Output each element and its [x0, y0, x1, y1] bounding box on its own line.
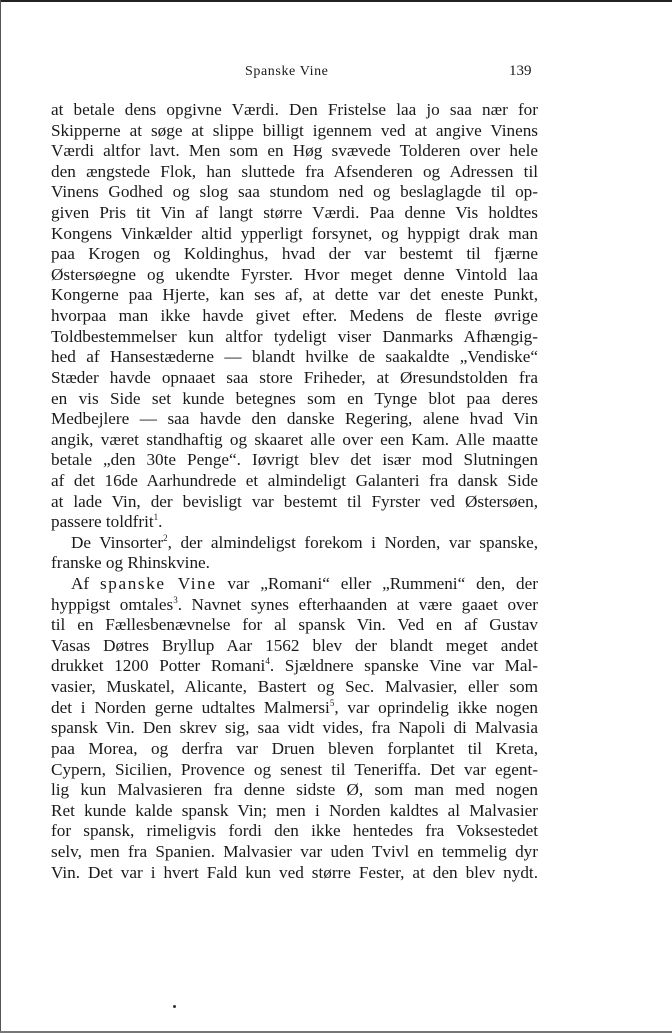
text-line — [51, 595, 538, 616]
text-line: hed af Hansestæderne — blandt hvilke de saakaldte „Vendiske“ — [51, 347, 538, 367]
text-fragment: Af — [71, 574, 100, 594]
text-line: at lade Vin, der bevisligt var bestemt til Fyrster ved Østersøen, — [51, 491, 538, 511]
text-line — [51, 512, 538, 533]
text-fragment: hyppigst omtales — [51, 594, 174, 614]
text-line: paa Krogen og Koldinghus, hvad der var bestemt til fjærne — [51, 244, 538, 264]
running-title: Spanske Vine — [245, 64, 329, 79]
text-line: den ængstede Flok, han sluttede fra Afsenderen og Adressen til — [51, 161, 538, 181]
body-text — [51, 100, 538, 883]
text-fragment: . — [158, 512, 163, 532]
text-line: af det 16de Aarhundrede et almindeligt Galanteri fra dansk Side — [51, 470, 538, 490]
text-fragment: De Vinsorter — [71, 532, 164, 552]
text-line: Kongerne paa Hjerte, kan ses af, at dette var det eneste Punkt, — [51, 285, 538, 305]
text-line: lig kun Malvasieren fra denne sidste Ø, som man med nogen — [51, 780, 538, 800]
text-line: Vin. Det var i hvert Fald kun ved større Fester, at den blev nydt. — [51, 862, 538, 882]
text-line: en vis Side set kunde betegnes som en Tynge blot paa deres — [51, 388, 538, 408]
text-line: at betale dens opgivne Værdi. Den Fristelse laa jo saa nær for — [51, 100, 538, 119]
text-line: Ret kunde kalde spansk Vin; men i Norden kaldtes al Malvasier — [51, 800, 538, 820]
text-line: Værdi altfor lavt. Men som en Høg svævede Tolderen over hele — [51, 141, 538, 161]
text-fragment: drukket 1200 Potter Romani — [51, 656, 266, 676]
text-line: for spansk, rimeligvis fordi den ikke hentedes fra Voksestedet — [51, 821, 538, 841]
text-line: betale „den 30te Penge“. Iøvrigt blev det især mod Slutningen — [51, 450, 538, 470]
text-line — [51, 656, 538, 677]
text-fragment: passere toldfrit — [51, 512, 154, 532]
footnote-ref-5: 5 — [329, 697, 335, 708]
text-fragment: det i Norden gerne udtaltes Malmersi — [51, 697, 330, 717]
text-line: Stæder havde opnaaet saa store Friheder, at Øresundstolden fra — [51, 367, 538, 387]
text-line: Skipperne at søge at slippe billigt igennem ved at angive Vinens — [51, 120, 538, 140]
text-line: Toldbestemmelser kun altfor tydeligt viser Danmarks Afhængig- — [51, 326, 538, 346]
text-fragment: . Sjældnere spanske Vine var Mal- — [269, 656, 538, 676]
text-line: Vinens Godhed og slog saa stundom ned og beslaglagde til op- — [51, 182, 538, 202]
text-line: Vasas Døtres Bryllup Aar 1562 blev der blandt meget andet — [51, 635, 538, 655]
text-fragment: , der almindeligst forekom i Norden, var spanske, — [167, 532, 538, 552]
stray-ink-dot — [173, 1005, 176, 1008]
footnote-ref-4: 4 — [265, 656, 270, 667]
text-line: vasier, Muskatel, Alicante, Bastert og Sec. Malvasier, eller som — [51, 677, 538, 697]
text-line: Cypern, Sicilien, Provence og senest til Teneriffa. Det var egent- — [51, 759, 538, 779]
text-line: paa Morea, og derfra var Druen bleven forplantet til Kreta, — [51, 738, 538, 758]
text-fragment: , var oprindelig ikke nogen — [334, 697, 538, 717]
text-line — [51, 698, 538, 719]
spaced-emphasis: spanske Vine — [100, 574, 217, 594]
page-top-edge — [0, 0, 672, 2]
text-fragment: var „Romani“ eller „Rummeni“ den, der — [216, 574, 538, 594]
text-line: selv, men fra Spanien. Malvasier var uden Tvivl en temmelig dyr — [51, 841, 538, 861]
text-line — [51, 533, 538, 554]
text-line: franske og Rhinskvine. — [51, 553, 210, 573]
page-left-edge — [0, 0, 1, 1033]
text-line: angik, været standhaftig og skaaret alle over een Kam. Alle maatte — [51, 429, 538, 449]
text-fragment: . Navnet synes efterhaanden at være gaaet over — [177, 594, 538, 614]
text-line: hvorpaa man ikke havde givet efter. Medens de fleste øvrige — [51, 306, 538, 326]
text-line: Kongens Vinkælder altid ypperligt forsynet, og hyppigt drak man — [51, 223, 538, 243]
footnote-ref-1: 1 — [153, 512, 159, 523]
text-line: given Pris tit Vin af langt større Værdi. Paa denne Vis holdtes — [51, 203, 538, 223]
footnote-ref-3: 3 — [173, 594, 178, 605]
text-line: spansk Vin. Den skrev sig, saa vidt vides, fra Napoli di Malvasia — [51, 718, 538, 738]
page-number: 139 — [509, 63, 532, 79]
text-line: til en Fællesbenævnelse for al spansk Vin. Ved en af Gustav — [51, 615, 538, 635]
text-line: Østersøegne og ukendte Fyrster. Hvor meget denne Vintold laa — [51, 264, 538, 284]
footnote-ref-2: 2 — [163, 532, 168, 543]
text-line: Medbejlere — saa havde den danske Regering, alene hvad Vin — [51, 409, 538, 429]
text-line — [51, 574, 538, 595]
